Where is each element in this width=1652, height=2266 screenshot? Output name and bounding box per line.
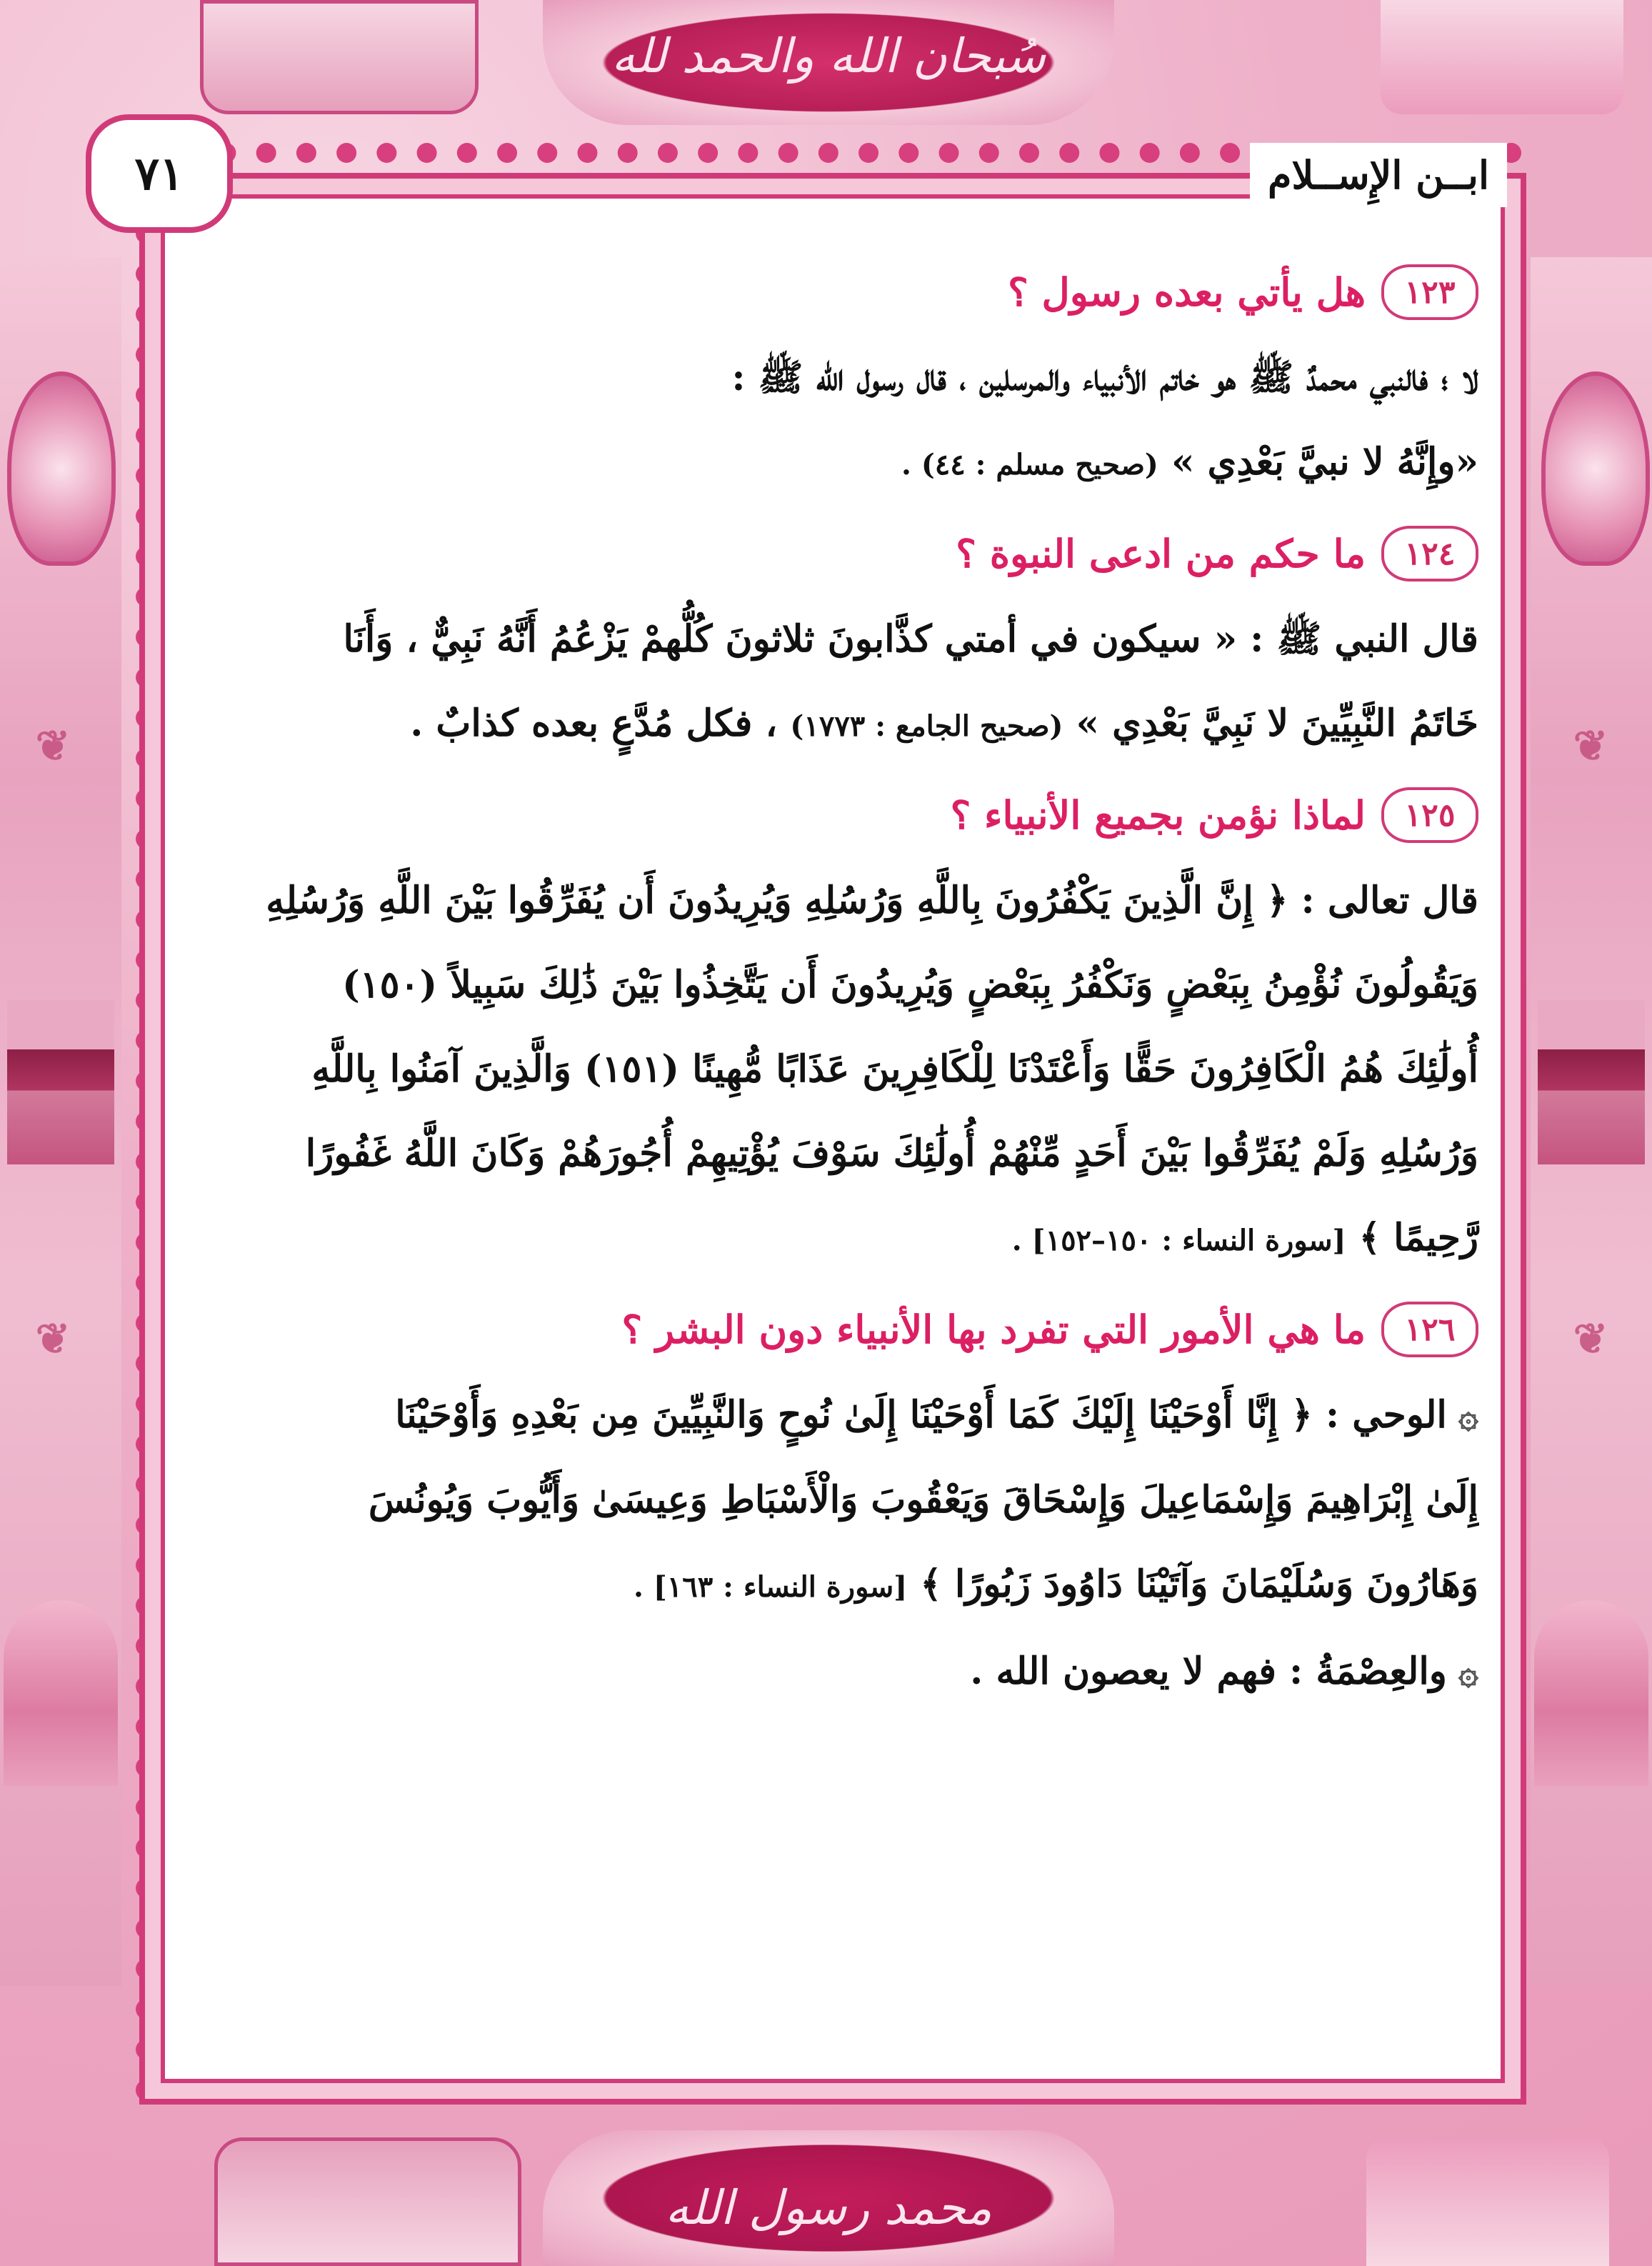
question-number: ١٢٦ bbox=[1381, 1302, 1478, 1357]
reference: [سورة النساء : ١٦٣] . bbox=[633, 1570, 908, 1604]
question-heading bbox=[193, 264, 1478, 320]
calligraphy-ornament-icon: ❦ bbox=[29, 1314, 77, 1363]
page-number: ٧١ bbox=[86, 114, 233, 233]
bullet-icon: ۞ bbox=[1458, 1652, 1478, 1692]
verse-line: قال تعالى : ﴿ إِنَّ الَّذِينَ يَكْفُرُونَ بِاللَّهِ وَرُسُلِهِ وَيُرِيدُونَ أَن يُفَرِّقُوا بَيْنَ اللَّهِ وَرُسُلِهِ bbox=[266, 879, 1478, 922]
bullet-item bbox=[193, 1629, 1478, 1715]
verse-line: وَرُسُلِهِ وَلَمْ يُفَرِّقُوا بَيْنَ أَحَدٍ مِّنْهُمْ أُولَٰئِكَ سَوْفَ يُؤْتِيهِمْ أُجُورَهُمْ وَكَانَ اللَّهُ غَفُورًا bbox=[305, 1132, 1478, 1175]
calligraphy-medallion-icon bbox=[1541, 371, 1650, 566]
bottom-cartouche-text: محمد رسول الله bbox=[665, 2180, 992, 2235]
calligraphy-ornament-icon: ❦ bbox=[1566, 722, 1615, 770]
open-book-icon bbox=[200, 0, 479, 114]
running-title: ابــن الإِســلام bbox=[1250, 143, 1507, 207]
answer-line: ، فكل مُدَّعٍ بعده كذابٌ . bbox=[410, 702, 791, 745]
question-number: ١٢٣ bbox=[1381, 264, 1478, 320]
verse-line: وَيَقُولُونَ نُؤْمِنُ بِبَعْضٍ وَنَكْفُرُ بِبَعْضٍ وَيُرِيدُونَ أَن يَتَّخِذُوا بَيْنَ ذَٰلِكَ سَبِيلاً (١٥٠) bbox=[342, 963, 1478, 1007]
bullet-icon: ۞ bbox=[1458, 1396, 1478, 1436]
verse-line: وَهَارُونَ وَسُلَيْمَانَ وَآتَيْنَا دَاوُودَ زَبُورًا ﴾ bbox=[907, 1562, 1478, 1606]
kaaba-icon bbox=[7, 1000, 114, 1164]
question-text: لماذا نؤمن بجميع الأنبياء ؟ bbox=[950, 792, 1366, 838]
calligraphy-medallion-icon bbox=[7, 371, 116, 566]
question-heading bbox=[193, 1302, 1478, 1357]
page-content bbox=[193, 264, 1478, 1715]
open-book-icon bbox=[214, 2137, 521, 2266]
calligraphy-ornament-icon: ❦ bbox=[29, 722, 77, 770]
answer-line: «وإِنَّهُ لا نبيَّ بَعْدِي » bbox=[1158, 440, 1478, 484]
mosque-dome-icon bbox=[1534, 1600, 1648, 1786]
answer-line: خَاتَمُ النَّبِيِّينَ لا نَبِيَّ بَعْدِي » bbox=[1063, 702, 1478, 745]
right-decoration-panel bbox=[1531, 257, 1652, 1986]
verse-line: أُولَٰئِكَ هُمُ الْكَافِرُونَ حَقًّا وَأَعْتَدْنَا لِلْكَافِرِينَ عَذَابًا مُّهِينًا (١٥١) وَالَّذِينَ آمَنُوا بِاللَّهِ bbox=[311, 1047, 1478, 1091]
verse-line: إِلَىٰ إِبْرَاهِيمَ وَإِسْمَاعِيلَ وَإِسْحَاقَ وَيَعْقُوبَ وَالْأَسْبَاطِ وَعِيسَىٰ وَأَيُّوبَ وَيُونُسَ bbox=[368, 1478, 1478, 1522]
bullet-item bbox=[193, 1373, 1478, 1629]
verse-line: رَّحِيمًا ﴾ bbox=[1346, 1216, 1478, 1259]
answer-paragraph bbox=[193, 859, 1478, 1283]
answer-paragraph bbox=[193, 336, 1478, 507]
left-decoration-panel bbox=[0, 257, 121, 1986]
question-heading bbox=[193, 526, 1478, 582]
verse-line: الوحي : ﴿ إِنَّا أَوْحَيْنَا إِلَيْكَ كَمَا أَوْحَيْنَا إِلَىٰ نُوحٍ وَالنَّبِيِّينَ مِن بَعْدِهِ وَأَوْحَيْنَا bbox=[395, 1393, 1447, 1437]
question-text: ما حكم من ادعى النبوة ؟ bbox=[956, 531, 1366, 577]
question-number: ١٢٤ bbox=[1381, 526, 1478, 582]
answer-paragraph bbox=[193, 597, 1478, 769]
reference: (صحيح مسلم : ٤٤) . bbox=[901, 448, 1158, 481]
calligraphy-ornament-icon: ❦ bbox=[1566, 1314, 1615, 1363]
reference: (صحيح الجامع : ١٧٧٣) bbox=[790, 709, 1063, 743]
candles-icon bbox=[1381, 0, 1623, 114]
bullet-text: والعِصْمَةُ : فهم لا يعصون الله . bbox=[970, 1649, 1447, 1693]
question-heading bbox=[193, 787, 1478, 843]
answer-line: قال النبي ﷺ : « سيكون في أمتي كذَّابونَ ثلاثونَ كُلُّهمْ يَزْعُمُ أَنَّهُ نَبِيٌّ ، وَأَنَا bbox=[343, 617, 1478, 661]
reference: [سورة النساء : ١٥٠–١٥٢] . bbox=[1011, 1224, 1346, 1257]
top-cartouche bbox=[543, 0, 1114, 125]
question-text: ما هي الأمور التي تفرد بها الأنبياء دون البشر ؟ bbox=[621, 1307, 1366, 1352]
answer-line: لا ؛ فالنبي محمدٌ ﷺ هو خاتم الأنبياء والمرسلين ، قال رسول الله ﷺ : bbox=[731, 356, 1478, 399]
mosque-dome-icon bbox=[4, 1600, 118, 1786]
bottom-cartouche bbox=[543, 2130, 1114, 2266]
question-number: ١٢٥ bbox=[1381, 787, 1478, 843]
kaaba-icon bbox=[1538, 1000, 1645, 1164]
question-text: هل يأتي بعده رسول ؟ bbox=[1008, 269, 1366, 315]
top-cartouche-text: سُبحان الله والحمد لله bbox=[611, 29, 1046, 84]
candles-icon bbox=[1366, 2137, 1609, 2266]
